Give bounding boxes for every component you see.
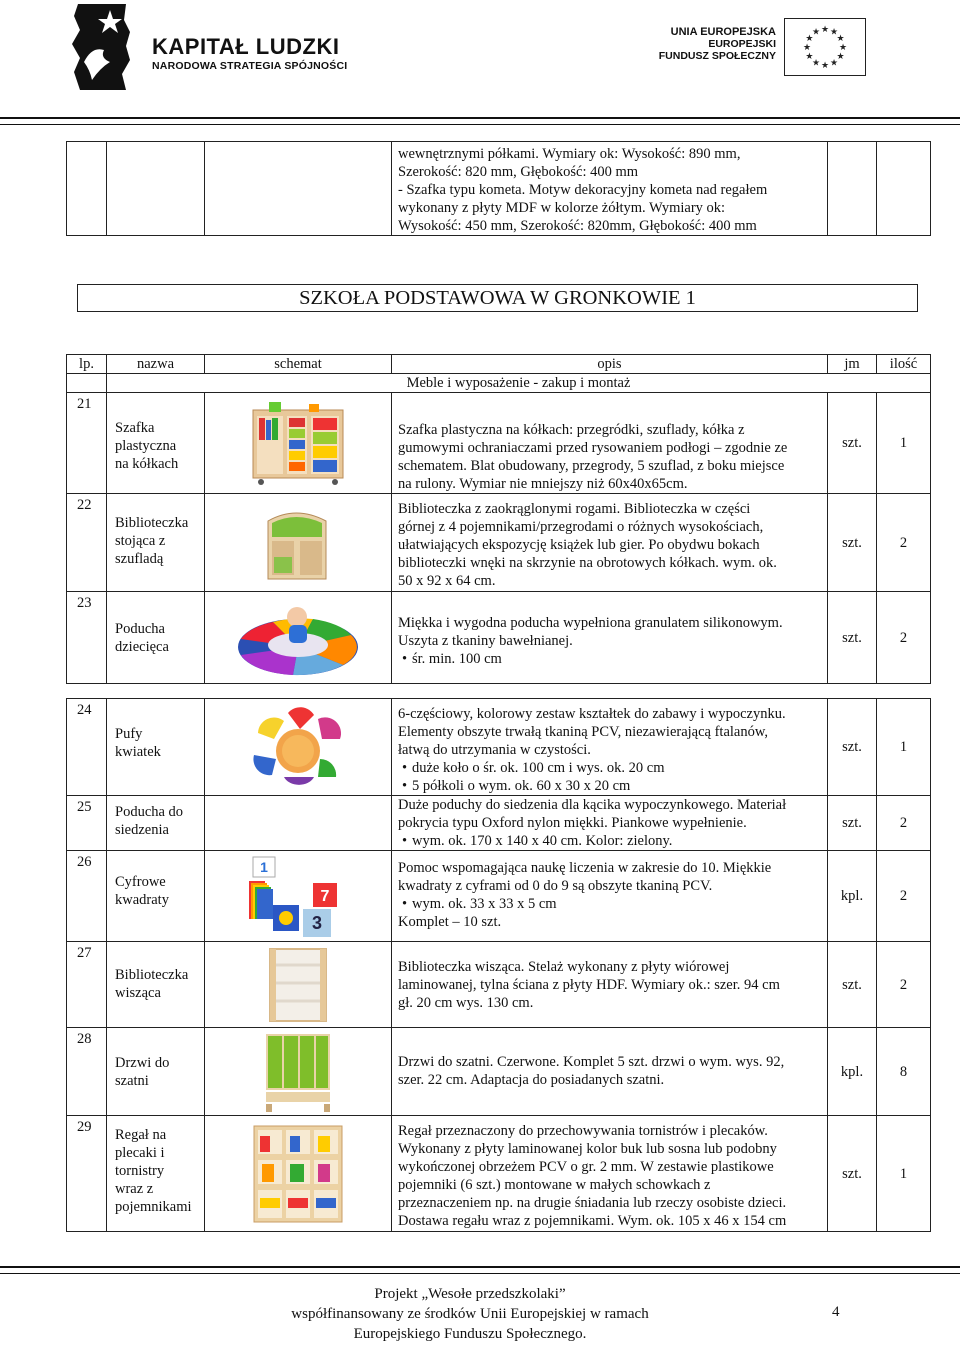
- svg-text:1: 1: [260, 859, 268, 875]
- col-jm: jm: [828, 355, 877, 374]
- flower-poufs-image: [248, 705, 348, 789]
- item-name: Poducha do siedzenia: [107, 796, 205, 851]
- item-image: [205, 592, 392, 684]
- item-image: [205, 942, 392, 1028]
- table-row: 27 Biblioteczka wisząca Biblioteczka wisząca. Stelaż wykonany z płyty wiórowej laminowanej, tylna ściana z płyty HDF. Wymiary ok.: szer. 94 cm gł. 20 cm wys. 130 cm. szt. 2: [67, 942, 931, 1028]
- eu-star-icon: ★: [811, 26, 821, 37]
- page-number: 4: [832, 1304, 840, 1320]
- col-nazwa: nazwa: [107, 355, 205, 374]
- footer-rule: [0, 1266, 960, 1274]
- item-image: [205, 1028, 392, 1116]
- kapital-ludzki-logo: [70, 2, 360, 92]
- item-name: Biblioteczka wisząca: [107, 942, 205, 1028]
- svg-text:7: 7: [320, 888, 330, 905]
- backpack-rack-image: [248, 1122, 348, 1226]
- table-row: 23 Poducha dziecięca Miękka i wygodna poducha wypełniona granulatem silikonowym. Uszyta z tkaniny bawełnianej. • śr. min. 100 cm szt. 2: [67, 592, 931, 684]
- col-opis: opis: [392, 355, 828, 374]
- col-lp: lp.: [67, 355, 107, 374]
- eu-star-icon: ★: [802, 42, 812, 52]
- eu-star-icon: ★: [811, 57, 821, 68]
- item-image: [205, 393, 392, 494]
- eu-logo-text: [600, 26, 776, 62]
- col-schemat: schemat: [205, 355, 392, 374]
- kapital-ludzki-subtitle: NARODOWA STRATEGIA SPÓJNOŚCI: [152, 60, 348, 72]
- item-name: Cyfrowe kwadraty: [107, 851, 205, 942]
- item-desc: Regał przeznaczony do przechowywania tornistrów i plecaków. Wykonany z płyty laminowanej kolor buk lub sosna lub podobny wykończonej obrzeżem PCV o gr. 2 mm. W zestawie plastikowe pojemniki (6 szt.) montowane w małych schowkach z przeznaczeniem np. na drugie śniadania lub rzeczy osobiste dzieci. Dostawa regału wraz z pojemnikami. Wym. ok. 105 x 46 x 154 cm: [392, 1116, 828, 1232]
- eu-star-icon: ★: [805, 51, 814, 61]
- table-row: 28 Drzwi do szatni Drzwi do szatni. Czerwone. Komplet 5 szt. drzwi o wym. wys. 92, szer. 22 cm. Adaptacja do posiadanych szatni. kpl. 8: [67, 1028, 931, 1116]
- eu-star-icon: ★: [829, 57, 839, 68]
- table-header-row: [67, 355, 931, 374]
- item-image: [205, 851, 392, 942]
- item-name: Regał na plecaki i tornistry wraz z pojemnikami: [107, 1116, 205, 1232]
- category-row: [67, 374, 931, 393]
- item-desc: Biblioteczka wisząca. Stelaż wykonany z płyty wiórowej laminowanej, tylna ściana z płyty HDF. Wymiary ok.: szer. 94 cm gł. 20 cm wys. 130 cm.: [392, 942, 828, 1028]
- eu-star-icon: ★: [838, 42, 848, 52]
- category-label: Meble i wyposażenie - zakup i montaż: [107, 374, 931, 393]
- eu-flag-icon: [784, 18, 866, 76]
- table-row: 24 Pufy kwiatek 6-częściowy, kolorowy zestaw kształtek do zabawy i wypoczynku. Elementy obszyte trwałą tkaniną PCV, niezawierającą ftalanów, łatwą do utrzymania w czystości. • duże koło o śr. ok. 100 cm i wys. ok. 20 cm • 5 półkoli o wym. ok. 60 x 30 x 20 cm szt. 1: [67, 699, 931, 796]
- footer: [200, 1284, 740, 1344]
- item-name: Biblioteczka stojąca z szufladą: [107, 494, 205, 592]
- prev-item-table: [66, 141, 931, 236]
- number-squares-image: [243, 853, 353, 939]
- item-image: [205, 1116, 392, 1232]
- item-image: [205, 699, 392, 796]
- eu-star-icon: ★: [836, 33, 845, 43]
- kapital-ludzki-emblem-icon: [70, 2, 132, 92]
- item-desc: 6-częściowy, kolorowy zestaw kształtek do zabawy i wypoczynku. Elementy obszyte trwałą tkaniną PCV, niezawierającą ftalanów, łatwą do utrzymania w czystości. • duże koło o śr. ok. 100 cm i wys. ok. 20 cm • 5 półkoli o wym. ok. 60 x 30 x 20 cm: [392, 699, 828, 796]
- kapital-ludzki-title: KAPITAŁ LUDZKI: [152, 34, 340, 59]
- col-ilosc: ilość: [877, 355, 931, 374]
- table-row: 25 Poducha do siedzenia Duże poduchy do siedzenia dla kącika wypoczynkowego. Materiał pokrycia typu Oxford nylon miękki. Piankowe wypełnienie. • wym. ok. 170 x 140 x 40 cm. Kolor: zielony. szt. 2: [67, 796, 931, 851]
- eu-line3: FUNDUSZ SPOŁECZNY: [658, 50, 776, 62]
- item-name: Drzwi do szatni: [107, 1028, 205, 1116]
- eu-line1: UNIA EUROPEJSKA: [670, 26, 776, 38]
- footer-line3: Europejskiego Funduszu Społecznego.: [353, 1326, 587, 1342]
- table-row: 29 Regał na plecaki i tornistry wraz z pojemnikami Regał przeznaczony do przechowywania tornistrów i plecaków. Wykonany z płyty laminowanej kolor buk lub sosna lub podobny wykończonej obrzeżem PCV o gr. 2 mm. W zestawie plastikowe pojemniki (6 szt.) montowane w małych schowkach z przeznaczeniem np. na drugie śniadania lub rzeczy osobiste dzieci. Dostawa regału wraz z pojemnikami. Wym. ok. 105 x 46 x 154 cm szt. 1: [67, 1116, 931, 1232]
- eu-star-icon: ★: [820, 24, 830, 34]
- eu-star-icon: ★: [836, 51, 845, 61]
- item-desc: Miękka i wygodna poducha wypełniona granulatem silikonowym. Uszyta z tkaniny bawełnianej. • śr. min. 100 cm: [392, 592, 828, 684]
- item-name: Szafka plastyczna na kółkach: [107, 393, 205, 494]
- item-desc: Drzwi do szatni. Czerwone. Komplet 5 szt. drzwi o wym. wys. 92, szer. 22 cm. Adaptacja do posiadanych szatni.: [392, 1028, 828, 1116]
- table-row: 22 Biblioteczka stojąca z szufladą Biblioteczka z zaokrąglonymi rogami. Biblioteczka w części górnej z 4 pojemnikami/przegrodami o różnych wysokościach, ułatwiających ekspozycję książek lub gier. Po obydwu bokach biblioteczki wnęki na skrzynie na obrotowych kółkach. wym. ok. 50 x 92 x 64 cm. szt. 2: [67, 494, 931, 592]
- prev-item-desc: wewnętrznymi półkami. Wymiary ok: Wysokość: 890 mm, Szerokość: 820 mm, Głębokość: 400 mm - Szafka typu kometa. Motyw dekoracyjny kometa nad regałem wykonany z płyty MDF w kolorze żółtym. Wymiary ok: Wysokość: 450 mm, Szerokość: 820mm, Głębokość: 400 mm: [392, 142, 828, 236]
- table-row: 26 Cyfrowe kwadraty 1 7 3 Pomoc wspomagająca naukę liczenia w zakresie do 10. Miękkie kwadraty z cyframi od 0 do 9 są obszyte tkaniną PCV. • wym. ok. 33 x 33 x 5 cm Komplet – 10 szt. kpl. 2: [67, 851, 931, 942]
- items-table: [66, 354, 931, 1232]
- item-name: Poducha dziecięca: [107, 592, 205, 684]
- table-row: 21 Szafka plastyczna na kółkach Szafka plastyczna na kółkach: przegródki, szuflady, kółka z gumowymi ochraniaczami przed rysowaniem podłogi – zgodnie ze schematem. Blat obudowany, przegrody, 5 szuflad, z boku miejsce na rulony. Wymiar nie mniejszy niż 60x40x65cm. szt. 1: [67, 393, 931, 494]
- floor-cushion-image: [233, 595, 363, 681]
- footer-line1: Projekt „Wesołe przedszkolaki”: [374, 1286, 566, 1302]
- item-desc: Duże poduchy do siedzenia dla kącika wypoczynkowego. Materiał pokrycia typu Oxford nylon miękki. Piankowe wypełnienie. • wym. ok. 170 x 140 x 40 cm. Kolor: zielony.: [392, 796, 828, 851]
- section-title: SZKOŁA PODSTAWOWA W GRONKOWIE 1: [77, 284, 918, 312]
- art-cabinet-image: [249, 400, 347, 486]
- eu-star-icon: ★: [805, 33, 814, 43]
- item-name: Pufy kwiatek: [107, 699, 205, 796]
- hanging-bookcase-image: [266, 945, 330, 1025]
- eu-star-icon: ★: [829, 26, 839, 37]
- locker-doors-image: [258, 1030, 338, 1114]
- header-rule: [0, 117, 960, 125]
- item-desc: Pomoc wspomagająca naukę liczenia w zakresie do 10. Miękkie kwadraty z cyframi od 0 do 9 są obszyte tkaniną PCV. • wym. ok. 33 x 33 x 5 cm Komplet – 10 szt.: [392, 851, 828, 942]
- item-image: [205, 494, 392, 592]
- footer-line2: współfinansowany ze środków Unii Europejskiej w ramach: [291, 1306, 649, 1322]
- svg-text:3: 3: [311, 913, 323, 933]
- bookcase-image: [256, 501, 340, 585]
- eu-line2: EUROPEJSKI: [708, 38, 776, 50]
- item-desc: Biblioteczka z zaokrąglonymi rogami. Biblioteczka w części górnej z 4 pojemnikami/przegrodami o różnych wysokościach, ułatwiających ekspozycję książek lub gier. Po obydwu bokach biblioteczki wnęki na skrzynie na obrotowych kółkach. wym. ok. 50 x 92 x 64 cm.: [392, 494, 828, 592]
- item-desc: Szafka plastyczna na kółkach: przegródki, szuflady, kółka z gumowymi ochraniaczami przed rysowaniem podłogi – zgodnie ze schematem. Blat obudowany, przegrody, 5 szuflad, z boku miejsce na rulony. Wymiar nie mniejszy niż 60x40x65cm.: [392, 393, 828, 494]
- table-row-gap: [67, 684, 931, 699]
- eu-star-icon: ★: [820, 60, 830, 70]
